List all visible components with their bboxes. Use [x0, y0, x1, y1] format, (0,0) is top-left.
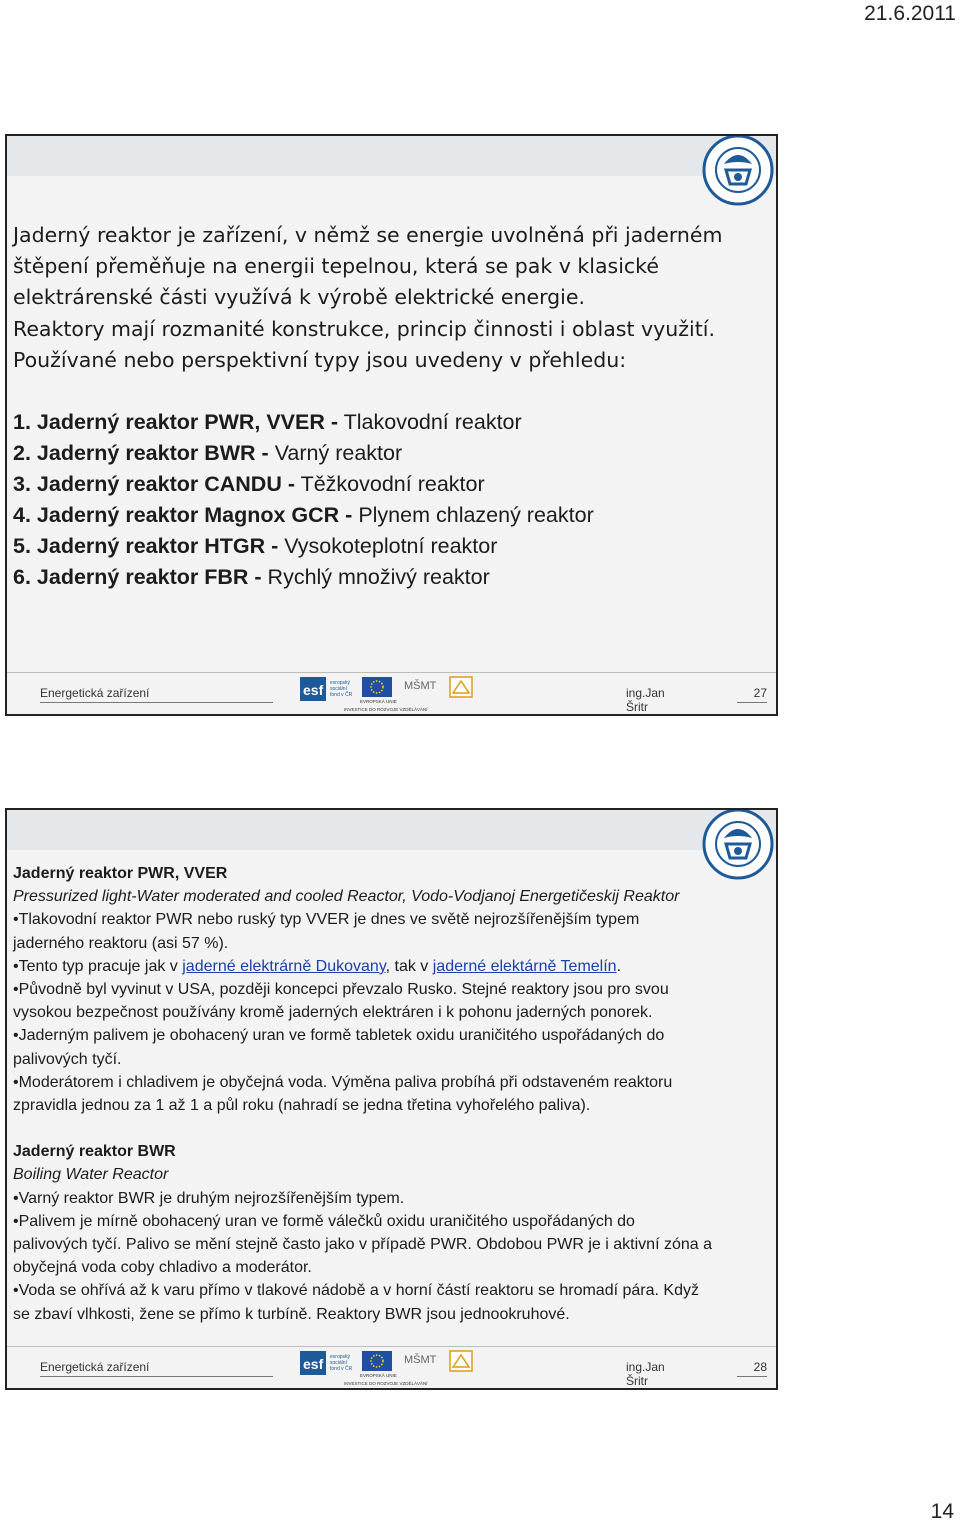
list-item: [13, 407, 766, 438]
svg-text:sociální: sociální: [330, 686, 347, 692]
intro-line: Reaktory mají rozmanité konstrukce, princip činnosti i oblast využití.: [13, 316, 716, 341]
paragraph-line: •Voda se ohřívá až k varu přímo v tlakové nádobě a v horní částí reaktoru se hromadí pára. Když: [13, 1282, 699, 1300]
list-text: Varný reaktor: [268, 441, 403, 466]
list-text: Plynem chlazený reaktor: [352, 503, 594, 528]
list-item: [13, 469, 766, 500]
svg-text:MŠMT: MŠMT: [404, 1354, 437, 1366]
paragraph-line: zpravidla jednou za 1 až 1 a půl roku (nahradí se jedna třetina vyhořelého paliva).: [13, 1097, 591, 1115]
list-number: 5.: [13, 534, 31, 559]
list-item: [13, 531, 766, 562]
list-bold-text: Jaderný reaktor CANDU -: [36, 472, 295, 497]
slide-27-content: [13, 220, 766, 593]
slide-footer: [7, 672, 776, 714]
text-span: .: [616, 957, 622, 975]
svg-text:MŠMT: MŠMT: [404, 680, 437, 692]
intro-paragraph: [13, 220, 766, 376]
svg-text:fond v ČR: fond v ČR: [330, 1366, 353, 1372]
footer-divider: [7, 1346, 776, 1347]
slide-header-band: [7, 810, 776, 850]
paragraph-line: •Tlakovodní reaktor PWR nebo ruský typ VVER je dnes ve světě nejrozšířenějším typem: [13, 911, 640, 929]
list-number: 6.: [13, 565, 31, 590]
list-number: 4.: [13, 503, 31, 528]
list-item: [13, 562, 766, 593]
list-text: Tlakovodní reaktor: [338, 410, 522, 435]
reactor-types-list: [13, 407, 766, 593]
footer-course-title: Energetická zařízení: [40, 686, 273, 703]
paragraph-line: •Původně byl vyvinut v USA, později koncepci převzalo Rusko. Stejné reaktory jsou pro svou: [13, 981, 669, 999]
list-number: 1.: [13, 410, 31, 435]
svg-text:EVROPSKÁ UNIE: EVROPSKÁ UNIE: [360, 699, 397, 704]
paragraph-line: jaderného reaktoru (asi 57 %).: [13, 934, 229, 952]
intro-line: Používané nebo perspektivní typy jsou uvedeny v přehledu:: [13, 347, 627, 372]
text-span: •Tento typ pracuje jak v: [13, 957, 183, 975]
intro-line: elektrárenské části využívá k výrobě elektrické energie.: [13, 285, 585, 310]
list-bold-text: Jaderný reaktor Magnox GCR -: [36, 503, 353, 528]
bwr-heading: Jaderný reaktor BWR: [13, 1143, 176, 1161]
paragraph-line: palivových tyčí.: [13, 1050, 122, 1068]
footer-author: ing.Jan Šritr: [626, 1360, 690, 1390]
paragraph-line: •Moderátorem i chladivem je obyčejná voda. Výměna paliva probíhá při odstaveném reaktoru: [13, 1073, 673, 1091]
footer-slide-number: 27: [737, 686, 767, 703]
bwr-subtitle: Boiling Water Reactor: [13, 1166, 169, 1184]
school-logo-icon: [702, 134, 774, 206]
paragraph-line: se zbaví vlhkosti, žene se přímo k turbíně. Reaktory BWR jsou jednookruhové.: [13, 1305, 570, 1323]
svg-text:evropský: evropský: [330, 1354, 351, 1360]
paragraph-line: •Jaderným palivem je obohacený uran ve formě tabletek oxidu uraničitého uspořádaných do: [13, 1027, 665, 1045]
funding-logos-icon: [300, 1349, 484, 1387]
intro-line: Jaderný reaktor je zařízení, v němž se energie uvolněná při jaderném: [13, 223, 723, 247]
svg-text:esf: esf: [303, 682, 324, 698]
slide-header-band: [7, 136, 776, 176]
paragraph-line: vysokou bezpečnost používány kromě jaderných elektráren i k pohonu jaderných ponorek.: [13, 1004, 653, 1022]
svg-text:esf: esf: [303, 1356, 324, 1372]
footer-divider: [7, 672, 776, 673]
svg-text:evropský: evropský: [330, 680, 351, 686]
footer-course-title: Energetická zařízení: [40, 1360, 273, 1377]
page-date: 21.6.2011: [864, 2, 956, 25]
svg-text:INVESTICE DO ROZVOJE VZDĚLÁVÁN: INVESTICE DO ROZVOJE VZDĚLÁVÁNÍ: [344, 1381, 428, 1386]
footer-author: ing.Jan Šritr: [626, 686, 690, 716]
text-span: , tak v: [385, 957, 433, 975]
list-number: 3.: [13, 472, 31, 497]
list-bold-text: Jaderný reaktor PWR, VVER -: [36, 410, 339, 435]
link-temelin[interactable]: jaderné elektárně Temelín: [432, 957, 617, 975]
spacer: [13, 1117, 768, 1140]
list-bold-text: Jaderný reaktor BWR -: [36, 441, 269, 466]
slide-27: [5, 134, 778, 716]
intro-line: štěpení přeměňuje na energii tepelnou, která se pak v klasické: [13, 254, 659, 279]
list-number: 2.: [13, 441, 31, 466]
slide-28: [5, 808, 778, 1390]
list-item: [13, 500, 766, 531]
paragraph-line: [13, 955, 768, 978]
paragraph-line: palivových tyčí. Palivo se mění stejně často jako v případě PWR. Obdobou PWR je i aktivní zóna a: [13, 1236, 712, 1254]
footer-slide-number: 28: [737, 1360, 767, 1377]
funding-logos-icon: [300, 675, 484, 713]
paragraph-line: •Varný reaktor BWR je druhým nejrozšířenějším typem.: [13, 1189, 405, 1207]
svg-text:EVROPSKÁ UNIE: EVROPSKÁ UNIE: [360, 1373, 397, 1378]
list-item: [13, 438, 766, 469]
svg-text:INVESTICE DO ROZVOJE VZDĚLÁVÁN: INVESTICE DO ROZVOJE VZDĚLÁVÁNÍ: [344, 707, 428, 712]
list-bold-text: Jaderný reaktor FBR -: [36, 565, 262, 590]
link-dukovany[interactable]: jaderné elektrárně Dukovany: [182, 957, 386, 975]
slide-footer: [7, 1346, 776, 1388]
list-bold-text: Jaderný reaktor HTGR -: [36, 534, 279, 559]
pwr-subtitle: Pressurized light-Water moderated and cooled Reactor, Vodo-Vodjanoj Energetičeskij Reaktor: [13, 888, 680, 906]
slide-28-content: [13, 862, 768, 1326]
svg-text:sociální: sociální: [330, 1360, 347, 1366]
list-text: Rychlý množivý reaktor: [261, 565, 490, 590]
paragraph-line: obyčejná voda coby chladivo a moderátor.: [13, 1259, 312, 1277]
paragraph-line: •Palivem je mírně obohacený uran ve formě válečků oxidu uraničitého uspořádaných do: [13, 1212, 635, 1230]
list-text: Vysokoteplotní reaktor: [278, 534, 498, 559]
list-text: Těžkovodní reaktor: [295, 472, 485, 497]
svg-text:fond v ČR: fond v ČR: [330, 692, 353, 698]
page-number: 14: [930, 1500, 954, 1523]
pwr-heading: Jaderný reaktor PWR, VVER: [13, 865, 228, 882]
